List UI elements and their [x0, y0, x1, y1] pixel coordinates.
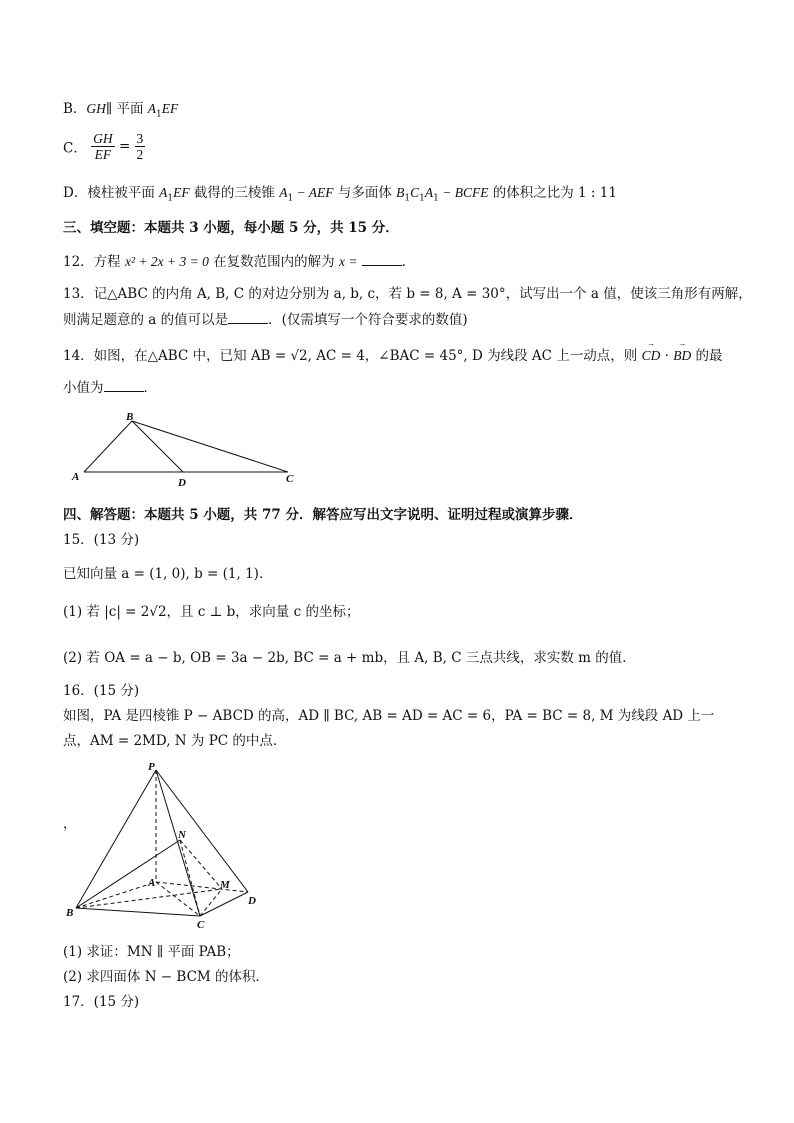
question-16-part2: (2) 求四面体 N − BCM 的体积． — [63, 969, 270, 985]
fraction-gh-ef: $\frac{GH}{EF}$ — [93, 131, 113, 162]
label-m: M — [220, 879, 230, 891]
label-d: D — [248, 895, 256, 907]
label-c: C — [286, 473, 294, 485]
fraction-3-2: $\frac{3}{2}$ — [136, 131, 144, 162]
label-c: C — [197, 919, 205, 931]
answer-blank — [104, 379, 144, 392]
question-13-line2: 则满足题意的 a 的值可以是 ．(仅需填写一个符合要求的数值) — [63, 312, 468, 328]
question-15-given: 已知向量 a = (1, 0), b = (1, 1)． — [63, 566, 273, 582]
section-heading-fill-in: 三、填空题：本题共 3 小题，每小题 5 分，共 15 分． — [63, 220, 399, 236]
option-d: D．棱柱被平面 $A_1EF$ 截得的三棱锥 $A_1$ − AEF 与多面体 $B_1C_1A_1$ − BCFE 的体积之比为 1 : 11 — [63, 185, 617, 204]
label-b: B — [66, 907, 74, 919]
question-13-line1: 13．记△ABC 的内角 A, B, C 的对边分别为 a, b, c，若 b = 8, A = 30°，试写出一个 a 值，使该三角形有两解， — [63, 286, 752, 302]
answer-blank — [228, 311, 268, 324]
question-14-line2: 小值为 ． — [63, 380, 157, 396]
question-15-part1: (1) 若 |c| = 2√2，且 c ⊥ b，求向量 c 的坐标； — [63, 604, 360, 620]
section-heading-solutions: 四、解答题：本题共 5 小题，共 77 分．解答应写出文字说明、证明过程或演算步骤． — [63, 507, 583, 523]
question-16-head: 16．(15 分) — [63, 683, 140, 699]
question-16-line1: 如图，PA 是四棱锥 P − ABCD 的高，AD ∥ BC, AB = AD = AC = 6，PA = BC = 8, M 为线段 AD 上一 — [63, 708, 715, 724]
label-d: D — [178, 477, 186, 488]
question-16-line2: 点，AM = 2MD, N 为 PC 的中点． — [63, 733, 287, 749]
label-a: A — [148, 877, 156, 889]
label-n: N — [178, 829, 186, 841]
question-15-head: 15．(13 分) — [63, 532, 140, 548]
label-a: A — [72, 471, 80, 483]
question-17-head: 17．(15 分) — [63, 994, 140, 1010]
question-12: 12．方程 x² + 2x + 3 = 0 在复数范围内的解为 x = ． — [63, 254, 416, 270]
question-16-part1: (1) 求证：MN ∥ 平面 PAB； — [63, 944, 240, 960]
label-p: P — [148, 761, 155, 773]
question-14-line1: 14．如图，在△ABC 中，已知 AB = √2, AC = 4，∠BAC = 45°, D 为线段 AC 上一动点，则 → CD · → BD 的最 — [63, 344, 723, 364]
answer-blank — [362, 253, 402, 266]
triangle-figure — [66, 408, 306, 488]
pyramid-figure — [62, 760, 272, 932]
question-15-part2: (2) 若 OA = a − b, OB = 3a − 2b, BC = a + mb，且 A, B, C 三点共线，求实数 m 的值． — [63, 650, 636, 666]
stray-comma: ， — [63, 816, 77, 832]
option-c: C． $\frac{GH}{EF}$ = $\frac{3}{2}$ — [63, 131, 144, 162]
option-b: B．GH∥ 平面 $A_1EF$ — [63, 101, 179, 120]
label-b: B — [126, 411, 134, 423]
